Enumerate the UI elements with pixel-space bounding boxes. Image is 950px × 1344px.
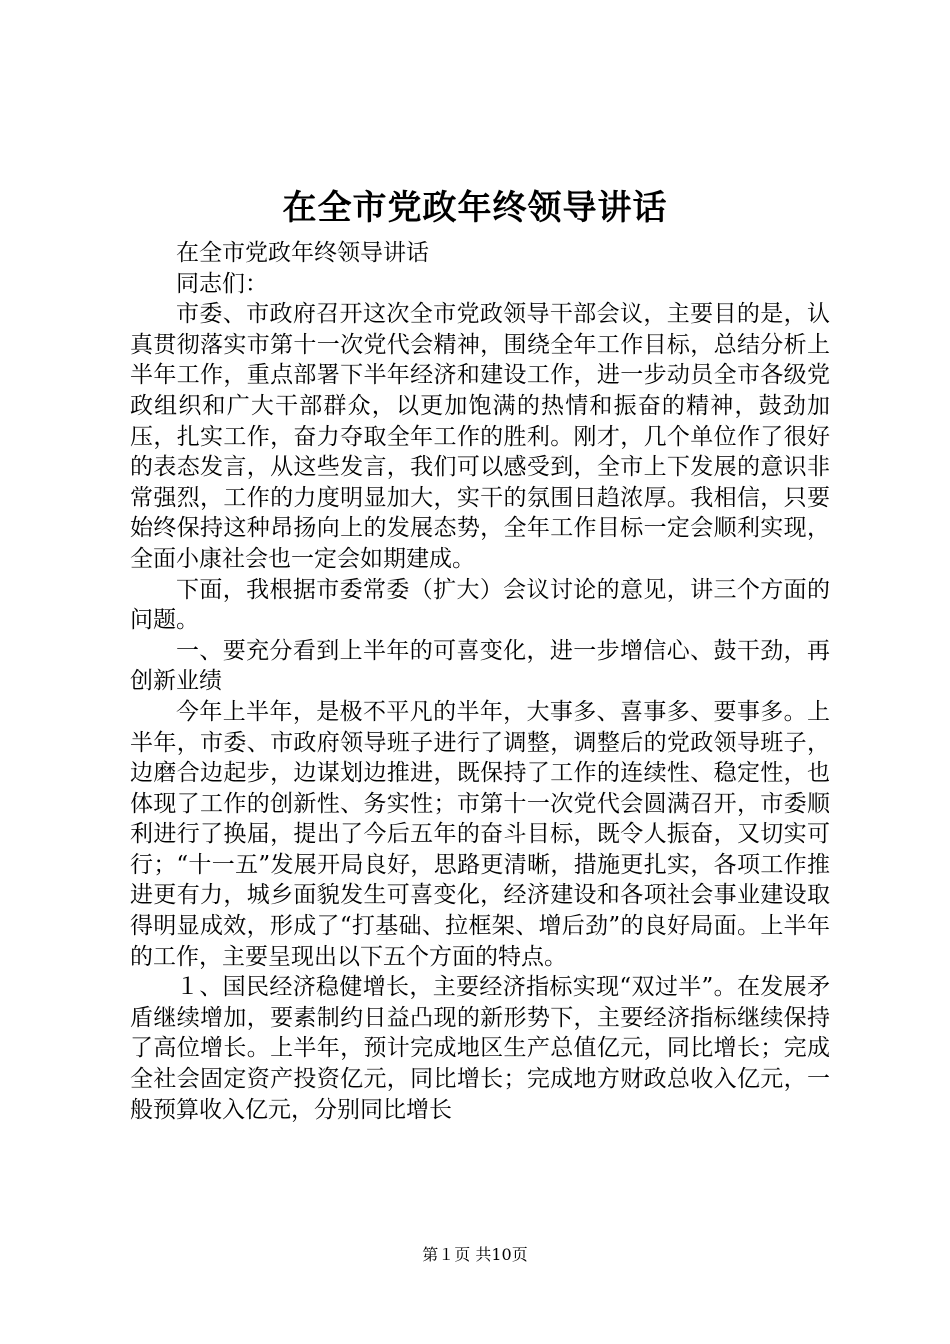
paragraph-outline: 下面，我根据市委常委（扩大）会议讨论的意见，讲三个方面的问题。 (130, 576, 830, 634)
document-title: 在全市党政年终领导讲话 (282, 188, 668, 228)
paragraph-economy-growth: １、国民经济稳健增长，主要经济指标实现“双过半”。在发展矛盾继续增加，要素制约日益凸现的新形势下，主要经济指标继续保持了高位增长。上半年，预计完成地区生产总值亿元，同比增长；完成全社会固定资产投资亿元，同比增长；完成地方财政总收入亿元，一般预算收入亿元，分别同比增长 (130, 974, 830, 1123)
paragraph-subtitle: 在全市党政年终领导讲话 (176, 240, 429, 266)
page-footer: 第１页 共10页 (422, 1245, 528, 1264)
paragraph-first-half-review: 今年上半年，是极不平凡的半年，大事多、喜事多、要事多。上半年，市委、市政府领导班子进行了调整，调整后的党政领导班子，边磨合边起步，边谋划边推进，既保持了工作的连续性、稳定性，也体现了工作的创新性、务实性；市第十一次党代会圆满召开，市委顺利进行了换届，提出了今后五年的奋斗目标，既令人振奋，又切实可行；“十一五”发展开局良好，思路更清晰，措施更扎实，各项工作推进更有力，城乡面貌发生可喜变化，经济建设和各项社会事业建设取得明显成效，形成了“打基础、拉框架、增后劲”的良好局面。上半年的工作，主要呈现出以下五个方面的特点。 (130, 698, 830, 970)
paragraph-salutation: 同志们： (176, 270, 268, 297)
section-heading-one: 一、要充分看到上半年的可喜变化，进一步增信心、鼓干劲，再创新业绩 (130, 637, 830, 695)
document-body (130, 238, 830, 1125)
paragraph-opening: 市委、市政府召开这次全市党政领导干部会议，主要目的是，认真贯彻落实市第十一次党代会精神，围绕全年工作目标，总结分析上半年工作，重点部署下半年经济和建设工作，进一步动员全市各级党政组织和广大干部群众，以更加饱满的热情和振奋的精神，鼓劲加压，扎实工作，奋力夺取全年工作的胜利。刚才，几个单位作了很好的表态发言，从这些发言，我们可以感受到，全市上下发展的意识非常强烈，工作的力度明显加大，实干的氛围日趋浓厚。我相信，只要始终保持这种昂扬向上的发展态势，全年工作目标一定会顺利实现，全面小康社会也一定会如期建成。 (130, 301, 830, 572)
